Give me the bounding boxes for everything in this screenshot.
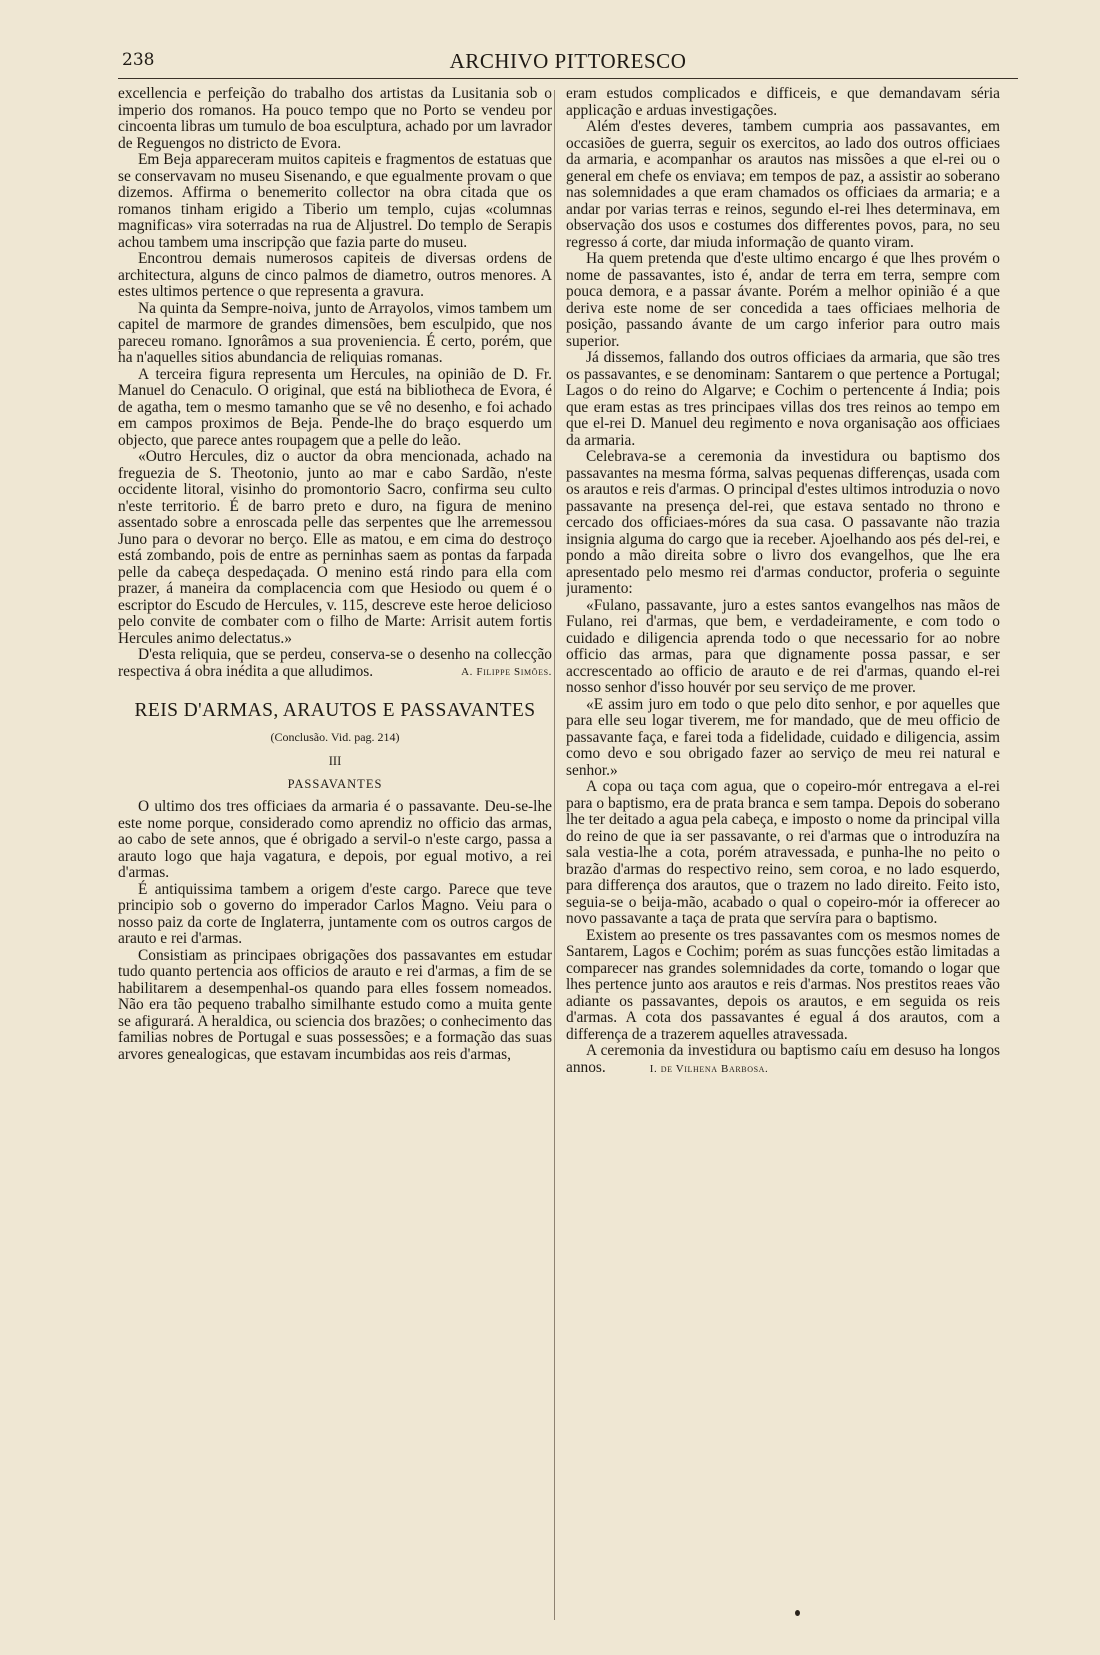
paragraph: Já dissemos, fallando dos outros officiaes da armaria, que são tres os passavantes, e se denominam: Santarem o que pertence a Portugal; Lagos o do reino do Algarve; e Cochim o pertencente á India; pois que eram estas as tres principaes villas dos tres reinos ao tempo em que el-rei D. Manuel deu regimento e nova organisação aos officiaes da armaria.: [566, 349, 1000, 449]
paragraph: A terceira figura representa um Hercules, na opinião de D. Fr. Manuel do Cenaculo. O original, que está na bibliotheca de Evora, é de agatha, tem o mesmo tamanho que se vê no desenho, e foi achado em campos proximos de Beja. Pende-lhe do braço esquerdo um objecto, que parece antes roupagem que a pelle do leão.: [118, 365, 552, 449]
page-number: 238: [122, 50, 155, 70]
paragraph: Consistiam as principaes obrigações dos passavantes em estudar tudo quanto pertencia aos officios de arauto e rei d'armas, a fim de se habilitarem a desempenhal-os quando para elles fossem nomeados. Não era tão pequeno trabalho similhante estudo como a muita gente se afigurará. A heraldica, ou sciencia dos brazões; o conhecimento das familias nobres de Portugal e suas possessões; e a formação das suas arvores genealogicas, que estavam incumbidas aos reis d'armas,: [118, 946, 552, 1063]
left-column: [118, 86, 552, 1626]
running-title: ARCHIVO PITTORESCO: [449, 49, 687, 73]
paragraph: «Outro Hercules, diz o auctor da obra mencionada, achado na freguezia de S. Theotonio, junto ao mar e cabo Sardão, n'este occidente litoral, visinho do promontorio Sacro, confirma seu culto n'este territorio. É de barro preto e duro, na figura de menino assentado sobre a enroscada pelle das serpentes que lhe arremessou Juno para o devorar no berço. Elle as matou, e em cima do destroço está zombando, pois de entre as perninhas saem as pontas da farpada pelle da cabeça despedaçada. O menino está rindo para ella com prazer, á maneira da complacencia com que Hesiodo ou quem é o escriptor do Escudo de Hercules, v. 115, descreve este heroe delicioso pelo convite de combater com o filho de Marte: Arrisit autem fortis Hercules animo delectatus.»: [118, 448, 552, 647]
paragraph: Celebrava-se a ceremonia da investidura ou baptismo dos passavantes na mesma fórma, salvas pequenas differenças, usada com os arautos e reis d'armas. O principal d'estes ultimos introduzia o novo passavante na presença del-rei, que estava sentado no throno e cercado dos officiaes-móres da sua casa. O passavante não trazia insignia alguma do cargo que ia receber. Ajoelhando aos pés del-rei, e pondo a mão direita sobre o livro dos evangelhos, que lhe era apresentado pelo mesmo rei d'armas conductor, proferia o seguinte juramento:: [566, 448, 1000, 597]
paragraph: O ultimo dos tres officiaes da armaria é o passavante. Deu-se-lhe este nome porque, considerado como aprendiz no officio das armas, ao cabo de sete annos, que é obrigado a servil-o n'este cargo, passa a arauto logo que haja vagatura, e depois, por egual motivo, a rei d'armas.: [118, 798, 552, 881]
final-paragraph-text: A ceremonia da investidura ou baptismo caíu em desuso ha longos annos.: [566, 1042, 1000, 1076]
ink-dot: [795, 1610, 800, 1616]
paragraph: «Fulano, passavante, juro a estes santos evangelhos nas mãos de Fulano, rei d'armas, que bem, e verdadeiramente, e com todo o cuidado e diligencia aprenda todo o que necessario for ao nobre officio das armas, para que dignamente possa passar, e ser accrescentado ao officio de arauto e de rei d'armas, quando el-rei nosso senhor d'isso houvér por seu serviço de me prover.: [566, 596, 1000, 696]
paragraph: A copa ou taça com agua, que o copeiro-mór entregava a el-rei para o baptismo, era de prata branca e sem tampa. Depois do soberano lhe ter deitado a agua pela cabeça, e imposto o nome da principal villa do reino de que ia ser passavante, o rei d'armas que o introduzíra na sala vestia-lhe a cota, porém atravessada, e punha-lhe no peito o brazão d'armas do respectivo reino, sem coroa, e no lado esquerdo, para differença dos arautos, que o trazem no lado direito. Feito isto, seguia-se o beija-mão, acabado o qual o copeiro-mór ia offerecer ao novo passavante a taça de prata que servíra para o baptismo.: [566, 778, 1000, 927]
page-header: [118, 48, 1018, 79]
paragraph: É antiquissima tambem a origem d'este cargo. Parece que teve principio sob o governo do imperador Carlos Magno. Veiu para o nosso paiz da corte de Inglaterra, juntamente com os outros cargos de arauto e rei d'armas.: [118, 880, 552, 947]
paragraph: Além d'estes deveres, tambem cumpria aos passavantes, em occasiões de guerra, seguir os exercitos, ao lado dos outros officiaes da armaria, e acompanhar os arautos nas missões a que el-rei ou o general em chefe os enviava; em tempos de paz, a assistir ao soberano nas solemnidades a que eram chamados os officiaes da armaria; e a andar por varias terras e reinos, segundo el-rei lhes determinava, em observação dos usos e costumes dos differentes povos, para, no seu regresso á corte, dar miuda informação de quanto viram.: [566, 118, 1000, 251]
section-number: III: [328, 754, 342, 768]
paragraph: Ha quem pretenda que d'este ultimo encargo é que lhes provém o nome de passavantes, isto é, andar de terra em terra, sempre com pouca demora, e a passar ávante. Porém a melhor opinião é a que deriva este nome de ser concedida a taes officiaes melhoria de posição, passando ávante de um cargo inferior para outro mais superior.: [566, 250, 1000, 350]
paragraph: excellencia e perfeição do trabalho dos artistas da Lusitania sob o imperio dos romanos. Ha pouco tempo que no Porto se vendeu por cincoenta libras um tumulo de boa esculptura, achado por um lavrador de Reguengos no districto de Evora.: [118, 86, 552, 152]
right-column: [566, 86, 1000, 1626]
column-divider: [554, 90, 555, 1620]
section-title: PASSAVANTES: [287, 777, 383, 791]
paragraph: Existem ao presente os tres passavantes com os mesmos nomes de Santarem, Lagos e Cochim; porém as suas funcções estão limitadas a comparecer nas grandes solemnidades da corte, tomando o logar que lhes pertence junto aos arautos e reis d'armas. Nos prestitos reaes vão adiante os passavantes, depois os arautos, e em seguida os reis d'armas. A cota dos passavantes é egual á dos arautos, com a differença de a trazerem aquelles atravessada.: [566, 926, 1000, 1043]
author-signature: I. de Vilhena Barbosa.: [649, 1062, 769, 1075]
paragraph: «E assim juro em todo o que pelo dito senhor, e por aquelles que para elle seu logar tiverem, me for mandado, que de meu officio de passavante faça, e farei toda a fidelidade, cuidado e diligencia, assim como devo e sou obrigado fazer ao serviço de meu rei natural e senhor.»: [566, 695, 1000, 779]
paragraph: Na quinta da Sempre-noiva, junto de Arrayolos, vimos tambem um capitel de marmore de grandes dimensões, bem esculpido, que nos pareceu romano. Ignorâmos a sua proveniencia. É certo, porém, que ha n'aquelles sitios abundancia de reliquias romanas.: [118, 299, 552, 366]
final-paragraph: [566, 1043, 1000, 1077]
paragraph: Encontrou demais numerosos capiteis de diversas ordens de architectura, alguns de cinco palmos de diametro, outros menores. A estes ultimos pertence o que representa a gravura.: [118, 250, 552, 300]
article-subtitle: (Conclusão. Vid. pag. 214): [270, 730, 400, 744]
paragraph: D'esta reliquia, que se perdeu, conserva-se o desenho na collecção respectiva á obra inédita a que alludimos.: [118, 646, 552, 680]
paragraph: Em Beja appareceram muitos capiteis e fragmentos de estatuas que se conservavam no museu Sisenando, e que egualmente provam o que dizemos. Affirma o benemerito collector na obra citada que os romanos tinham erigido a Tiberio um templo, cujas «columnas magnificas» vira soterradas na rua de Aljustrel. Do templo de Serapis achou tambem uma inscripção que fazia parte do museu.: [118, 151, 552, 251]
article-title: REIS D'ARMAS, ARAUTOS E PASSAVANTES: [134, 700, 536, 721]
paragraph: eram estudos complicados e difficeis, e que demandavam séria applicação e arduas investigações.: [566, 86, 1000, 119]
author-signature: A. Filippe Simões.: [461, 666, 552, 678]
